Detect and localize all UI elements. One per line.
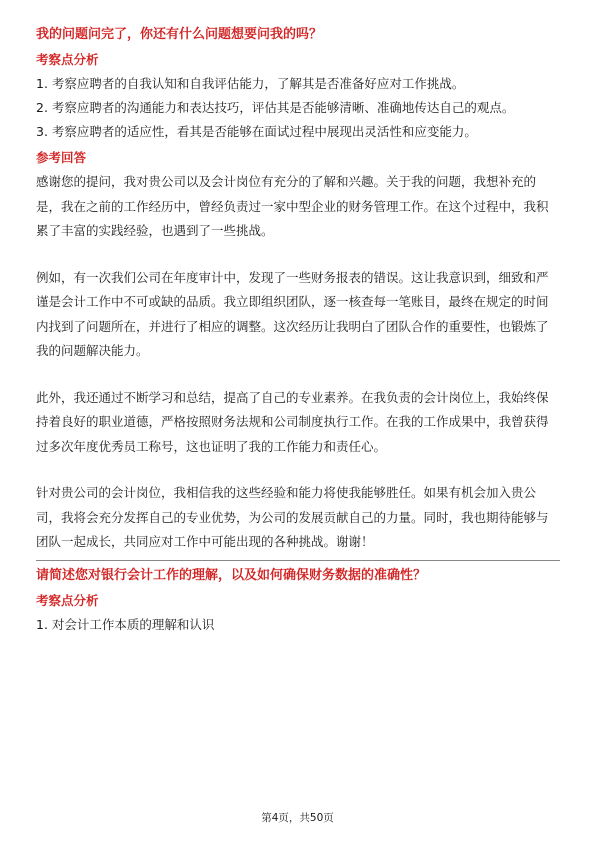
q1-answer-paragraph-3: 此外，我还通过不断学习和总结，提高了自己的专业素养。在我负责的会计岗位上，我始终保持着良好的职业道德，严格按照财务法规和公司制度执行工作。在我的工作成果中，我曾获得过多次年度优秀员工称号，这也证明了我的工作能力和责任心。 bbox=[36, 389, 549, 454]
q1-answer-paragraph-1: 感谢您的提问，我对贵公司以及会计岗位有充分的了解和兴趣。关于我的问题，我想补充的是，我在之前的工作经历中，曾经负责过一家中型企业的财务管理工作。在这个过程中，我积累了丰富的实践经验，也遇到了一些挑战。 bbox=[36, 174, 549, 238]
q1-analysis-title: 考察点分析 bbox=[36, 52, 99, 67]
question-2-title: 请简述您对银行会计工作的理解，以及如何确保财务数据的准确性？ bbox=[36, 567, 427, 583]
paragraph-gap bbox=[36, 459, 560, 481]
q1-analysis-item-3: 3. 考察应聘者的适应性，看其是否能够在面试过程中展现出灵活性和应变能力。 bbox=[36, 124, 477, 139]
page-content bbox=[36, 24, 560, 637]
paragraph-gap bbox=[36, 244, 560, 266]
q1-answer-paragraph-2: 例如，有一次我们公司在年度审计中，发现了一些财务报表的错误。这让我意识到，细致和严谨是会计工作中不可或缺的品质。我立即组织团队，逐一核查每一笔账目，最终在规定的时间内找到了问题所在，并进行了相应的调整。这次经历让我明白了团队合作的重要性，也锻炼了我的问题解决能力。 bbox=[36, 269, 549, 358]
q1-answer-paragraph-4: 针对贵公司的会计岗位，我相信我的这些经验和能力将使我能够胜任。如果有机会加入贵公司，我将会充分发挥自己的专业优势，为公司的发展贡献自己的力量。同时，我也期待能够与团队一起成长，共同应对工作中可能出现的各种挑战。谢谢！ bbox=[36, 485, 549, 549]
page-number: 第4页，共50页 bbox=[261, 812, 334, 824]
q1-analysis-item-2: 2. 考察应聘者的沟通能力和表达技巧，评估其是否能够清晰、准确地传达自己的观点。 bbox=[36, 100, 515, 115]
question-1-title: 我的问题问完了，你还有什么问题想要问我的吗？ bbox=[36, 27, 323, 42]
q2-analysis-title: 考察点分析 bbox=[36, 592, 99, 608]
q1-answer-title: 参考回答 bbox=[36, 150, 87, 165]
q1-analysis-item-1: 1. 考察应聘者的自我认知和自我评估能力，了解其是否准备好应对工作挑战。 bbox=[36, 76, 465, 91]
q2-analysis-item-1: 1. 对会计工作本质的理解和认识 bbox=[36, 616, 215, 632]
paragraph-gap bbox=[36, 364, 560, 386]
section-divider bbox=[36, 560, 560, 561]
